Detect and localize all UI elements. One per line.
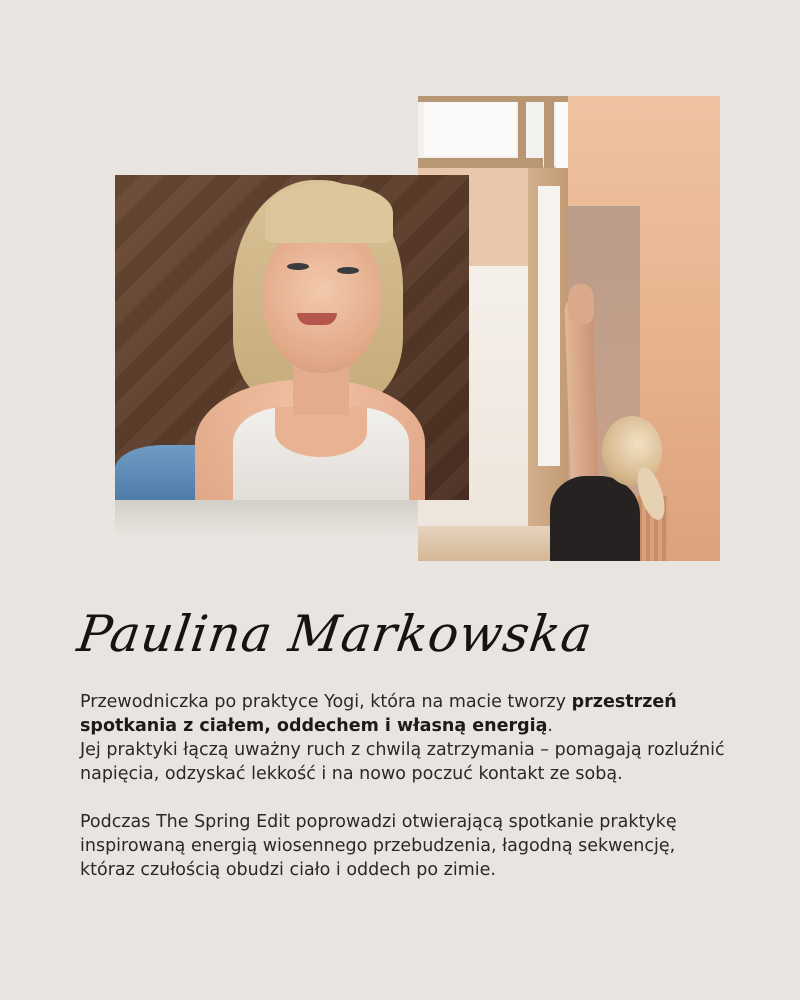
- bio-intro-highlight: przestrzeń spotkania z ciałem, oddechem i własną energią: [80, 692, 677, 736]
- speaker-bio: [80, 690, 730, 882]
- speaker-name: Paulina Markowska: [73, 605, 597, 663]
- photo-reflection: [115, 500, 418, 536]
- window-pane: [424, 102, 516, 156]
- bio-intro: [80, 690, 730, 738]
- floor: [418, 526, 568, 561]
- portrait-photo: [115, 175, 469, 500]
- hand: [568, 284, 594, 324]
- door-glass: [538, 186, 560, 466]
- bio-intro-text: Przewodniczka po praktyce Yogi, która na macie tworzy: [80, 692, 572, 712]
- bio-intro-end: .: [547, 716, 553, 736]
- left-eye: [287, 263, 309, 270]
- window-frame: [544, 96, 554, 168]
- window-frame: [418, 158, 543, 168]
- bio-event: Podczas The Spring Edit poprowadzi otwierającą spotkanie praktykę inspirowaną energią wiosennego przebudzenia, łagodną sekwencję, któraz czułością obudzi ciało i oddech po zimie.: [80, 812, 677, 880]
- black-top: [550, 476, 640, 561]
- smile: [297, 313, 337, 325]
- window-frame: [518, 96, 526, 158]
- face: [263, 223, 381, 373]
- bangs: [265, 183, 393, 243]
- bio-practice: Jej praktyki łączą uważny ruch z chwilą zatrzymania – pomagają rozluźnić napięcia, odzyskać lekkość i na nowo poczuć kontakt ze sobą.: [80, 740, 725, 784]
- right-eye: [337, 267, 359, 274]
